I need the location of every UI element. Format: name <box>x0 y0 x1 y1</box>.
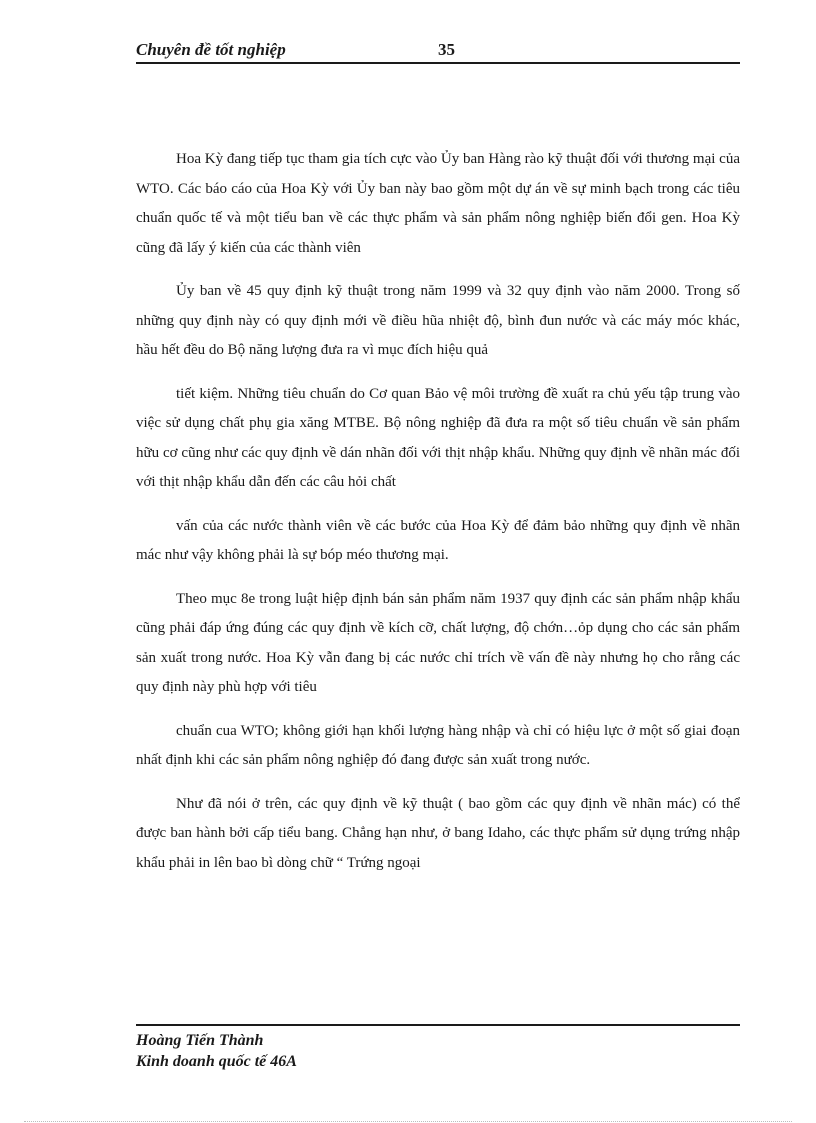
body-text <box>136 145 740 878</box>
paragraph-5: Theo mục 8e trong luật hiệp định bán sản phẩm năm 1937 quy định các sản phẩm nhập khẩu cũng phải đáp ứng đúng các quy định về kích cỡ, chất lượng, độ chớn…ỏp dụng cho các sản phẩm sản xuất trong nước. Hoa Kỳ vẫn đang bị các nước chỉ trích về vấn đề này nhưng họ cho rằng các quy định này phù hợp với tiêu <box>136 590 740 695</box>
header-title: Chuyên đề tốt nghiệp <box>136 40 286 59</box>
paragraph-4: vấn của các nước thành viên về các bước của Hoa Kỳ để đảm bảo những quy định về nhãn mác như vậy không phải là sự bóp méo thương mại. <box>136 517 740 563</box>
paragraph-6: chuẩn cua WTO; không giới hạn khối lượng hàng nhập và chỉ có hiệu lực ở một số giai đoạn nhất định khi các sản phẩm nông nghiệp đó đang được sản xuất trong nước. <box>136 722 740 768</box>
page-bottom-divider <box>24 1121 792 1122</box>
footer-author: Hoàng Tiến Thành <box>136 1032 264 1049</box>
paragraph-7: Như đã nói ở trên, các quy định về kỹ thuật ( bao gồm các quy định về nhãn mác) có thể được ban hành bởi cấp tiểu bang. Chẳng hạn như, ở bang Idaho, các thực phẩm sử dụng trứng nhập khẩu phải in lên bao bì dòng chữ “ Trứng ngoại <box>136 795 740 871</box>
page-footer <box>136 1024 740 1072</box>
paragraph-3: tiết kiệm. Những tiêu chuẩn do Cơ quan Bảo vệ môi trường đề xuất ra chủ yếu tập trung vào việc sử dụng chất phụ gia xăng MTBE. Bộ nông nghiệp đã đưa ra một số tiêu chuẩn về sản phẩm hữu cơ cũng như các quy định về dán nhãn đối với thịt nhập khẩu. Những quy định về nhãn mác đối với thịt nhập khẩu dẫn đến các câu hỏi chất <box>136 385 740 490</box>
page-header <box>136 38 740 64</box>
paragraph-1: Hoa Kỳ đang tiếp tục tham gia tích cực vào Ủy ban Hàng rào kỹ thuật đối với thương mại của WTO. Các báo cáo của Hoa Kỳ với Ủy ban này bao gồm một dự án về sự minh bạch trong các tiêu chuẩn quốc tế và một tiểu ban về các thực phẩm và sản phẩm nông nghiệp biến đổi gen. Hoa Kỳ cũng đã lấy ý kiến của các thành viên <box>136 151 740 256</box>
paragraph-2: Ủy ban về 45 quy định kỹ thuật trong năm 1999 và 32 quy định vào năm 2000. Trong số những quy định này có quy định mới về điều hũa nhiệt độ, bình đun nước và các máy móc khác, hầu hết đều do Bộ năng lượng đưa ra vì mục đích hiệu quả <box>136 283 740 358</box>
page-number: 35 <box>438 40 455 59</box>
footer-class: Kinh doanh quốc tế 46A <box>136 1053 297 1070</box>
